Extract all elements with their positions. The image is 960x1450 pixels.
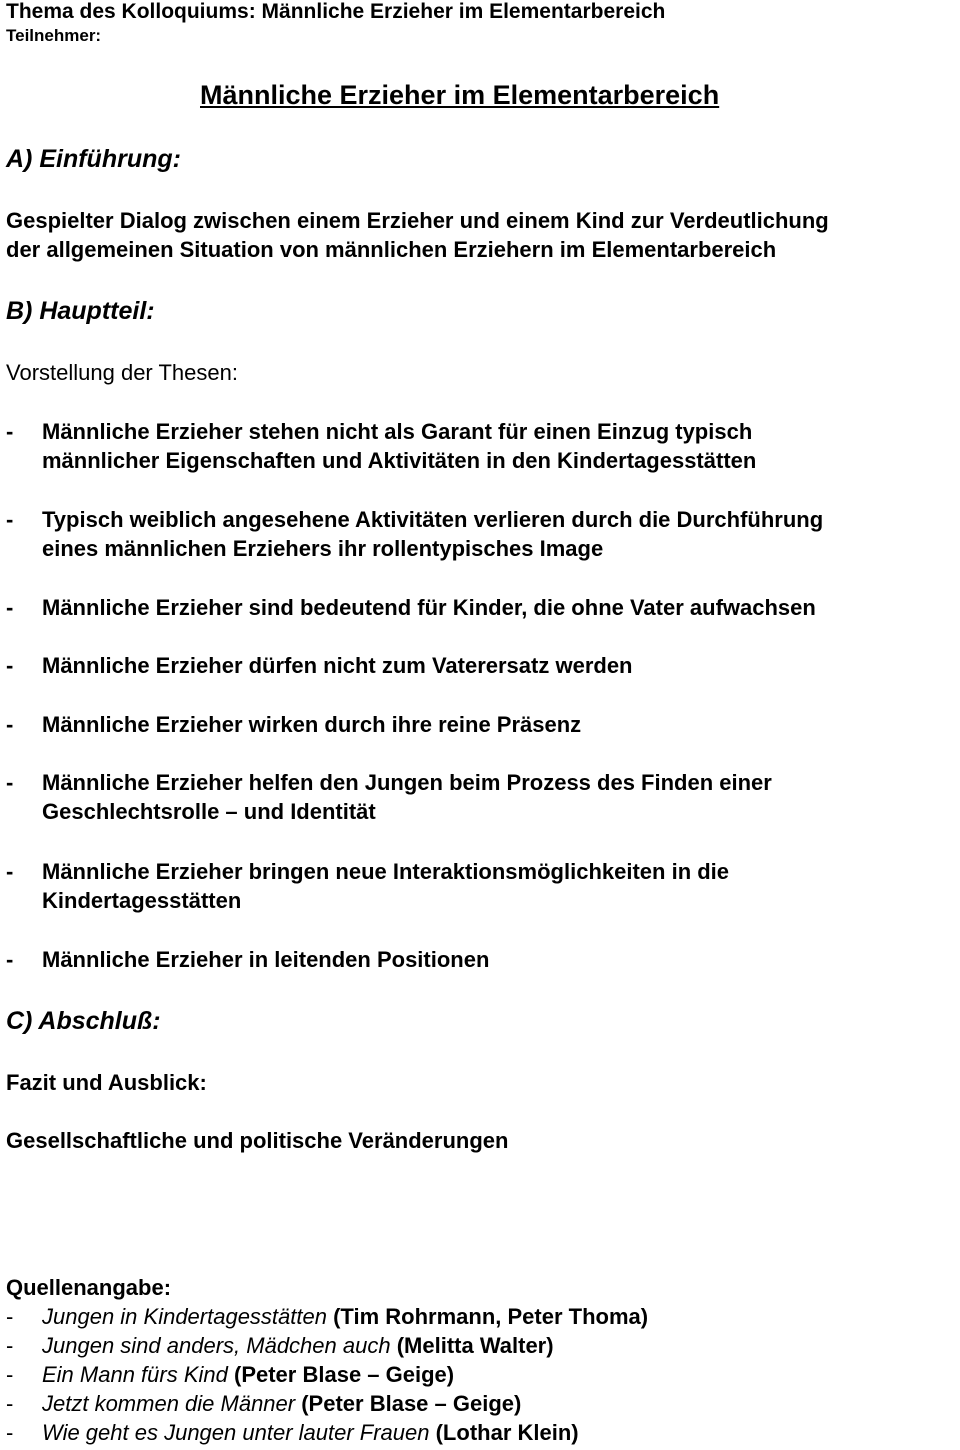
section-c-heading: C) Abschluß: (6, 1007, 161, 1035)
section-a-heading: A) Einführung: (6, 145, 181, 173)
document-title: Männliche Erzieher im Elementarbereich (200, 80, 720, 110)
list-dash: - (6, 712, 14, 737)
thesis-line: Männliche Erzieher in leitenden Positionen (42, 947, 490, 972)
theses-intro: Vorstellung der Thesen: (6, 360, 238, 385)
list-dash: - (6, 1391, 14, 1416)
thesis-line: Geschlechtsrolle – und Identität (42, 799, 376, 824)
source-author: (Tim Rohrmann, Peter Thoma) (333, 1304, 649, 1329)
thesis-line: Männliche Erzieher helfen den Jungen beim Prozess des Finden einer (42, 770, 772, 795)
colloquium-theme: Thema des Kolloquiums: Männliche Erzieher im Elementarbereich (6, 0, 666, 23)
thesis-line: Männliche Erzieher wirken durch ihre reine Präsenz (42, 712, 582, 737)
list-dash: - (6, 859, 14, 884)
section-a-text-line1: Gespielter Dialog zwischen einem Erzieher und einem Kind zur Verdeutlichung (6, 208, 829, 233)
thesis-line: männlicher Eigenschaften und Aktivitäten in den Kindertagesstätten (42, 448, 757, 473)
thesis-line: Typisch weiblich angesehene Aktivitäten verlieren durch die Durchführung (42, 507, 824, 532)
source-title: Jetzt kommen die Männer (42, 1391, 296, 1416)
source-author: (Peter Blase – Geige) (234, 1362, 455, 1387)
sources-heading: Quellenangabe: (6, 1275, 172, 1300)
source-title: Jungen sind anders, Mädchen auch (42, 1333, 391, 1358)
source-title: Ein Mann fürs Kind (42, 1362, 228, 1387)
list-dash: - (6, 1420, 14, 1445)
list-dash: - (6, 1362, 14, 1387)
list-dash: - (6, 947, 14, 972)
source-title: Wie geht es Jungen unter lauter Frauen (42, 1420, 430, 1445)
source-author: (Peter Blase – Geige) (301, 1391, 522, 1416)
thesis-line: Männliche Erzieher sind bedeutend für Kinder, die ohne Vater aufwachsen (42, 595, 816, 620)
fazit-text: Gesellschaftliche und politische Veränderungen (6, 1128, 509, 1153)
list-dash: - (6, 1333, 14, 1358)
thesis-line: Kindertagesstätten (42, 888, 242, 913)
list-dash: - (6, 1304, 14, 1329)
source-author: (Lothar Klein) (435, 1420, 579, 1445)
list-dash: - (6, 507, 14, 532)
thesis-line: Männliche Erzieher stehen nicht als Garant für einen Einzug typisch (42, 419, 753, 444)
list-dash: - (6, 595, 14, 620)
list-dash: - (6, 770, 14, 795)
thesis-line: Männliche Erzieher dürfen nicht zum Vaterersatz werden (42, 653, 633, 678)
thesis-line: Männliche Erzieher bringen neue Interaktionsmöglichkeiten in die (42, 859, 730, 884)
section-a-text-line2: der allgemeinen Situation von männlichen Erziehern im Elementarbereich (6, 237, 777, 262)
section-b-heading: B) Hauptteil: (6, 297, 155, 325)
list-dash: - (6, 653, 14, 678)
participants-label: Teilnehmer: (6, 26, 102, 45)
fazit-label: Fazit und Ausblick: (6, 1070, 207, 1095)
source-title: Jungen in Kindertagesstätten (42, 1304, 327, 1329)
source-author: (Melitta Walter) (396, 1333, 554, 1358)
thesis-line: eines männlichen Erziehers ihr rollentypisches Image (42, 536, 604, 561)
list-dash: - (6, 419, 14, 444)
